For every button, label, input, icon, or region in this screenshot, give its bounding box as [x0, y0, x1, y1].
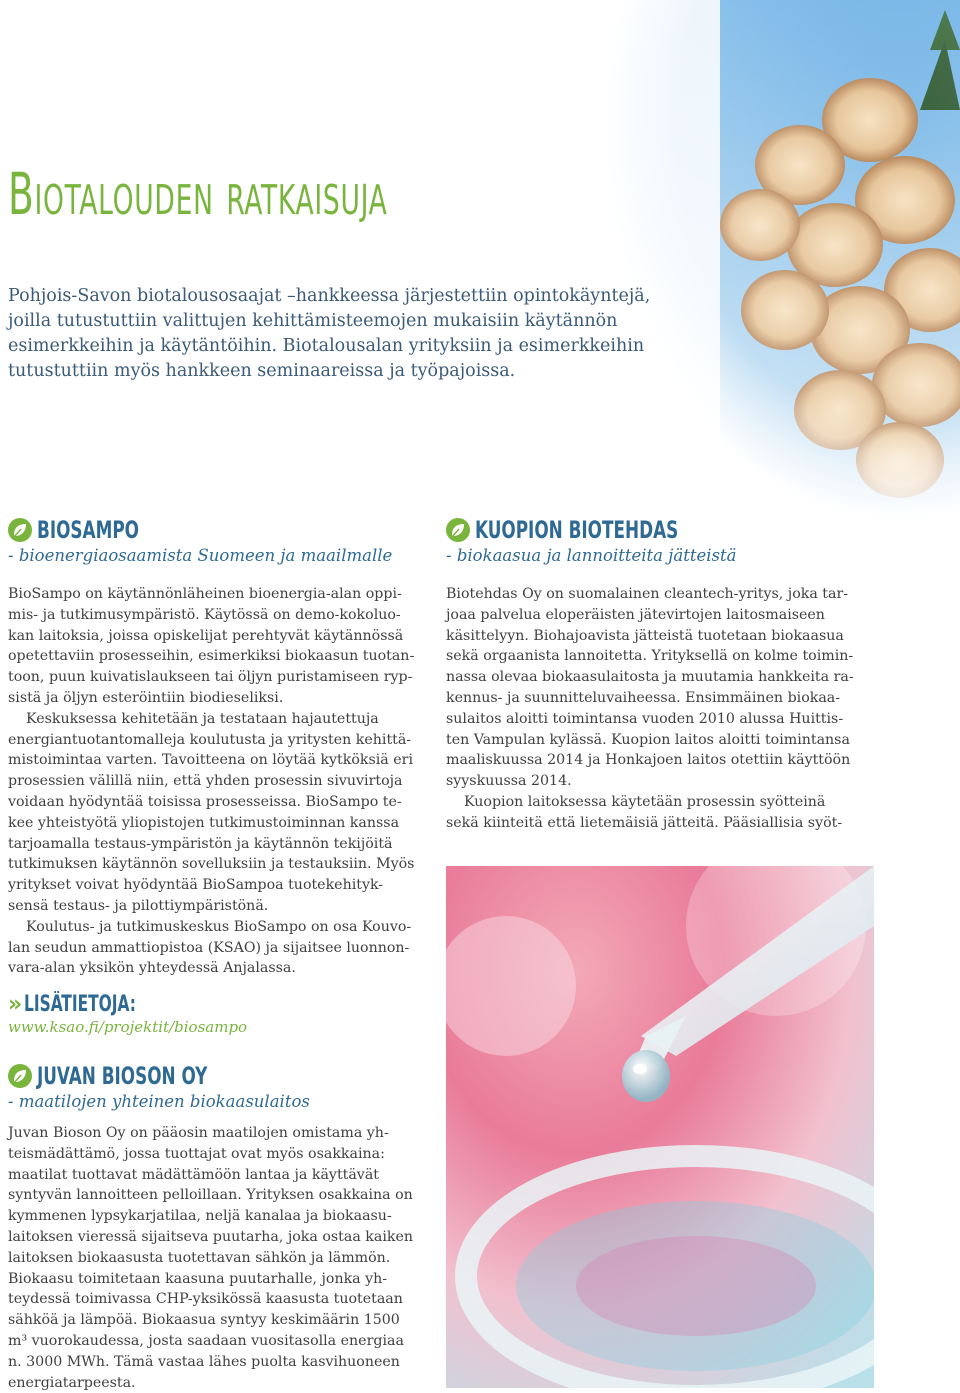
logs-photo — [560, 0, 960, 520]
text-line: syyskuussa 2014. — [446, 773, 572, 790]
kuopion-body — [446, 584, 854, 834]
biosampo-body — [8, 584, 414, 979]
lisatietoja-title: LISÄTIETOJA: — [24, 992, 137, 1017]
text-line: toon, puun kuivatislaukseen tai öljyn puristamiseen ryp- — [8, 669, 413, 686]
text-line: kee yhteistyötä yliopistojen tutkimustoiminnan kanssa — [8, 814, 400, 831]
text-line: voidaan hyödyntää toisissa prosesseissa. BioSampo te- — [8, 793, 402, 810]
text-line: n. 3000 MWh. Tämä vastaa lähes puolta kasvihuoneen — [8, 1353, 400, 1370]
intro-paragraph — [8, 284, 708, 384]
intro-line: esimerkkeihin ja käytäntöihin. Biotalousalan yrityksiin ja esimerkkeihin — [8, 336, 645, 356]
text-line: Juvan Bioson Oy on pääosin maatilojen omistama yh- — [8, 1125, 389, 1141]
biosampo-subtitle: - bioenergiaosaamista Suomeen ja maailmalle — [8, 546, 393, 565]
text-line: m³ vuorokaudessa, josta saadaan vuositasolla energiaa — [8, 1332, 404, 1349]
text-line: energiatarpeesta. — [8, 1374, 136, 1391]
text-line: sulaitos aloitti toimintansa vuoden 2010 alussa Huittis- — [446, 710, 844, 727]
leaf-icon — [8, 518, 32, 542]
biosampo-title: BIOSAMPO — [37, 516, 139, 544]
lisatietoja-heading — [8, 992, 168, 1017]
text-line: Kuopion laitoksessa käytetään prosessin syötteinä — [464, 793, 826, 810]
text-line: käsittelyyn. Biohajoavista jätteistä tuotetaan biokaasua — [446, 627, 844, 644]
intro-line: tutustuttiin myös hankkeen seminaareissa ja työpajoissa. — [8, 361, 516, 381]
text-line: BioSampo on käytännönläheinen bioenergia-alan oppi- — [8, 586, 402, 602]
juvan-body — [8, 1123, 413, 1393]
text-line: tarjoamalla testaus-ympäristön ja käytännön tekijöitä — [8, 835, 393, 852]
text-line: laitoksen vieressä sijaitseva puutarha, joka ostaa kaiken — [8, 1228, 414, 1245]
kuopion-title: KUOPION BIOTEHDAS — [475, 516, 679, 544]
text-line: energiantuotantomalleja koulutusta ja yritysten kehittä- — [8, 731, 412, 748]
text-line: maaliskuussa 2014 ja Honkajoen laitos otettiin käyttöön — [446, 752, 851, 769]
text-line: opetettaviin prosesseihin, esimerkiksi biokaasun tuotan- — [8, 648, 415, 665]
intro-line: Pohjois-Savon biotalousosaajat –hankkeessa järjestettiin opintokäyntejä, — [8, 286, 651, 306]
biosampo-heading — [8, 516, 168, 544]
kuopion-heading — [446, 516, 736, 544]
text-line: sekä orgaanista lannoitetta. Yrityksellä on kolme toimin- — [446, 648, 854, 665]
text-line: Biotehdas Oy on suomalainen cleantech-yritys, joka tar- — [446, 586, 849, 602]
text-line: vara-alan yksikön yhteydessä Anjalassa. — [8, 960, 296, 977]
text-line: Biokaasu toimitetaan kaasuna puutarhalle, jonka yh- — [8, 1270, 388, 1287]
juvan-heading — [8, 1062, 255, 1090]
juvan-title: JUVAN BIOSON OY — [37, 1062, 208, 1090]
text-line: maatilat tuottavat mädättämöön lantaa ja käyttävät — [8, 1166, 379, 1183]
text-line: Koulutus- ja tutkimuskeskus BioSampo on osa Kouvo- — [26, 918, 412, 935]
text-line: joaa palvelua eloperäisten jätevirtojen laitosmaiseen — [446, 606, 825, 623]
text-line: kymmenen lypsykarjatilaa, neljä kanalaa ja biokaasu- — [8, 1208, 392, 1225]
text-line: Keskuksessa kehitetään ja testataan hajautettuja — [26, 710, 379, 727]
juvan-subtitle: - maatilojen yhteinen biokaasulaitos — [8, 1092, 310, 1111]
text-line: laitoksen biokaasusta tuotettavan sähkön ja lämmön. — [8, 1249, 391, 1266]
text-line: teismädättämö, jossa tuottajat ovat myös osakkaina: — [8, 1145, 385, 1162]
leaf-icon — [446, 518, 470, 542]
text-line: sistä ja öljyn esteröintiin biodieseliksi. — [8, 689, 284, 706]
text-line: kennus- ja suunnitteluvaiheessa. Ensimmäinen biokaa- — [446, 689, 841, 706]
text-line: tutkimuksen käytännön sovelluksiin ja testauksiin. Myös — [8, 856, 415, 873]
text-line: sekä kiinteitä että lietemäisiä jätteitä. Pääsiallisia syöt- — [446, 814, 843, 831]
text-line: mis- ja tutkimusympäristö. Käytössä on demo-kokoluo- — [8, 606, 401, 623]
text-line: mistoimintaa varten. Tavoitteena on löytää kytköksiä eri — [8, 752, 413, 769]
pipette-photo — [446, 866, 874, 1388]
text-line: syntyvän lannoitteen pelloillaan. Yrityksen osakkaina on — [8, 1187, 413, 1204]
text-line: kan laitoksia, joissa opiskelijat perehtyvät käytännössä — [8, 627, 404, 644]
page-title: Biotalouden ratkaisuja — [8, 160, 388, 228]
text-line: ten Vampulan kylässä. Kuopion laitos aloitti toimintansa — [446, 731, 850, 748]
text-line: sähköä ja lämpöä. Biokaasua syntyy keskimäärin 1500 — [8, 1312, 400, 1329]
leaf-icon — [8, 1064, 32, 1088]
text-line: teydessä toimivassa CHP-yksikössä kaasusta tuotetaan — [8, 1291, 403, 1308]
text-line: prosessien välillä niin, että yhden prosessin sivuvirtoja — [8, 773, 403, 790]
text-line: lan seudun ammattiopistoa (KSAO) ja sijaitsee luonnon- — [8, 939, 410, 956]
double-arrow-icon: » — [8, 992, 23, 1017]
text-line: nassa olevaa biokaasulaitosta ja muutamia hankkeita ra- — [446, 669, 854, 686]
text-line: sensä testaus- ja pilottiympäristönä. — [8, 897, 269, 914]
intro-line: joilla tutustuttiin valittujen kehittämisteemojen mukaisiin käytännön — [8, 311, 618, 331]
text-line: yritykset voivat hyödyntää BioSampoa tuotekehityk- — [8, 877, 384, 894]
kuopion-subtitle: - biokaasua ja lannoitteita jätteistä — [446, 546, 737, 565]
biosampo-link[interactable]: www.ksao.fi/projektit/biosampo — [8, 1018, 248, 1036]
